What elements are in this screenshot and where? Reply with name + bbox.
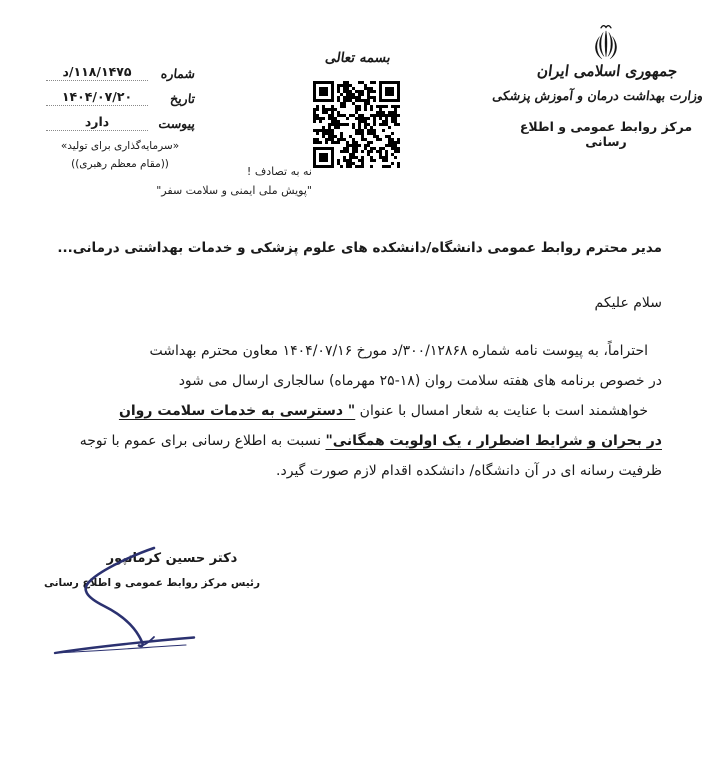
signer-name: دکتر حسین کرمانپور bbox=[106, 551, 238, 566]
paragraph1-line1: احتراماً، به پیوست نامه شماره ۳۰۰/۱۲۸۶۸/د مورخ ۱۴۰۴/۰۷/۱۶ معاون محترم بهداشت bbox=[149, 343, 648, 359]
field-number bbox=[46, 56, 194, 81]
paragraph2-line3: ظرفیت رسانه ای در آن دانشگاه/ دانشکده اقدام لازم صورت گیرد. bbox=[276, 463, 662, 479]
paragraph2-line2 bbox=[40, 431, 662, 452]
signer-title: رئیس مرکز روابط عمومی و اطلاع رسانی bbox=[43, 577, 260, 589]
reference-fields bbox=[46, 56, 194, 131]
field-attachment-value: دارد bbox=[46, 114, 148, 131]
paragraph1-line2: در خصوص برنامه های هفته سلامت روان (۱۸-۲۵ مهرماه) سالجاری ارسال می شود bbox=[178, 373, 662, 389]
ministry-block bbox=[490, 22, 703, 149]
org-name: مرکز روابط عمومی و اطلاع رسانی bbox=[519, 119, 693, 149]
slogan-line2: ((مقام معظم رهبری)) bbox=[71, 158, 169, 170]
field-date-value: ۱۴۰۴/۰۷/۲۰ bbox=[46, 89, 148, 106]
paragraph2-line2-emphasis: در بحران و شرایط اضطرار ، یک اولویت همگانی" bbox=[325, 433, 662, 449]
paragraph2-line1-regular: خواهشمند است با عنایت به شعار امسال با عنوان bbox=[355, 403, 648, 419]
campaign-line2: "پویش ملی ایمنی و سلامت سفر" bbox=[156, 184, 312, 197]
field-attachment-label: پیوست bbox=[156, 116, 196, 131]
qr-code-icon bbox=[313, 78, 401, 172]
field-number-value: ۱۱۸/۱۴۷۵/د bbox=[46, 64, 148, 81]
field-date bbox=[46, 81, 194, 106]
salutation: سلام علیکم bbox=[594, 295, 662, 311]
iran-coat-of-arms-icon bbox=[589, 22, 623, 60]
ministry-title: وزارت بهداشت درمان و آموزش پزشکی bbox=[490, 88, 703, 103]
field-attachment bbox=[46, 106, 194, 131]
field-number-label: شماره bbox=[158, 66, 196, 81]
signature-block bbox=[43, 551, 260, 589]
recipient-line: مدیر محترم روابط عمومی دانشگاه/دانشکده های علوم پزشکی و خدمات بهداشتی درمانی... bbox=[57, 240, 662, 256]
paragraph2-line2-regular: نسبت به اطلاع رسانی برای عموم با توجه bbox=[79, 433, 326, 449]
slogan-line1: «سرمایه‌گذاری برای تولید» bbox=[60, 140, 180, 152]
field-date-label: تاریخ bbox=[168, 91, 196, 106]
campaign-line1: نه به تصادف ! bbox=[246, 165, 312, 178]
paragraph2-line1-emphasis: " دسترسی به خدمات سلامت روان bbox=[118, 403, 356, 419]
paragraph2-line1 bbox=[40, 401, 662, 422]
campaign-note bbox=[148, 162, 312, 200]
government-title: جمهوری اسلامی ایران bbox=[534, 62, 678, 80]
besmellah-text: بسمه تعالی bbox=[323, 50, 391, 66]
